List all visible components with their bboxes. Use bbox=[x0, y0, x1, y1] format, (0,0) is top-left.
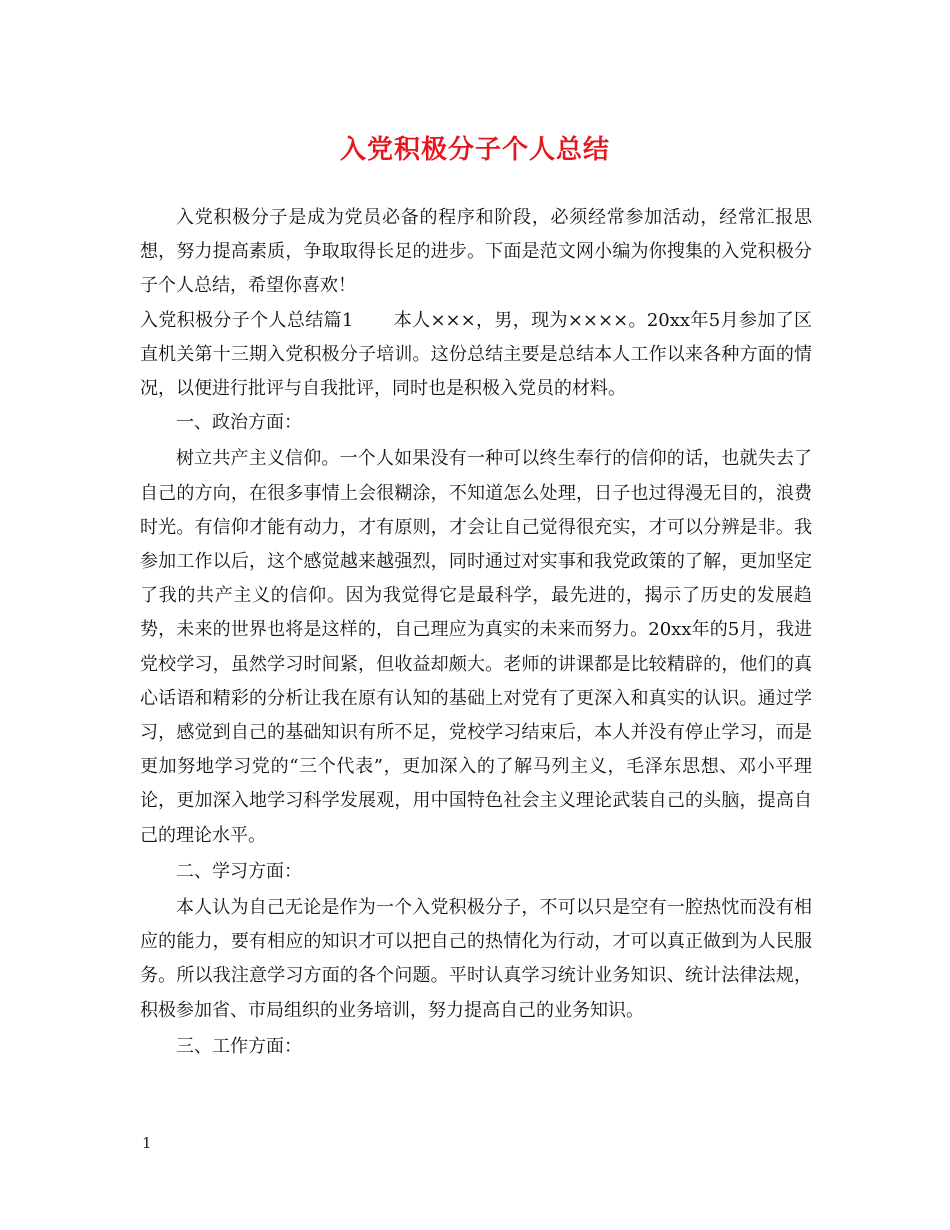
section-1-paragraph bbox=[140, 304, 812, 407]
study-paragraph: 本人认为自己无论是作为一个入党积极分子，不可以只是空有一腔热忱而没有相应的能力，要有相应的知识才可以把自己的热情化为行动，才可以真正做到为人民服务。所以我注意学习方面的各个问题。平时认真学习统计业务知识、统计法律法规，积极参加省、市局组织的业务培训，努力提高自己的业务知识。 bbox=[140, 897, 812, 1021]
section-label: 入党积极分子个人总结篇1 bbox=[140, 309, 354, 331]
heading-study: 二、学习方面： bbox=[176, 860, 302, 882]
document-body bbox=[140, 201, 812, 1064]
document-title: 入党积极分子个人总结 bbox=[339, 135, 610, 165]
section-1-text: 本人×××，男，现为××××。20xx年5月参加了区直机关第十三期入党积极分子培训。这份总结主要是总结本人工作以来各种方面的情况，以便进行批评与自我批评，同时也是积极入党员的材料。 bbox=[140, 309, 813, 400]
politics-paragraph: 树立共产主义信仰。一个人如果没有一种可以终生奉行的信仰的话，也就失去了自己的方向，在很多事情上会很糊涂，不知道怎么处理，日子也过得漫无目的，浪费时光。有信仰才能有动力，才有原则，才会让自己觉得很充实，才可以分辨是非。我参加工作以后，这个感觉越来越强烈，同时通过对实事和我党政策的了解，更加坚定了我的共产主义的信仰。因为我觉得它是最科学，最先进的，揭示了历史的发展趋势，未来的世界也将是这样的，自己理应为真实的未来而努力。20xx年的5月，我进党校学习，虽然学习时间紧，但收益却颇大。老师的讲课都是比较精辟的，他们的真心话语和精彩的分析让我在原有认知的基础上对党有了更深入和真实的认识。通过学习，感觉到自己的基础知识有所不足，党校学习结束后，本人并没有停止学习，而是更加努地学习党的“三个代表”，更加深入的了解马列主义，毛泽东思想、邓小平理论，更加深入地学习科学发展观，用中国特色社会主义理论武装自己的头脑，提高自己的理论水平。 bbox=[140, 448, 812, 846]
intro-paragraph: 入党积极分子是成为党员必备的程序和阶段，必须经常参加活动，经常汇报思想，努力提高素质，争取取得长足的进步。下面是范文网小编为你搜集的入党积极分子个人总结，希望你喜欢！ bbox=[140, 207, 812, 297]
heading-politics: 一、政治方面： bbox=[176, 412, 302, 434]
page-number: 1 bbox=[142, 1134, 152, 1152]
heading-work: 三、工作方面： bbox=[176, 1035, 302, 1057]
